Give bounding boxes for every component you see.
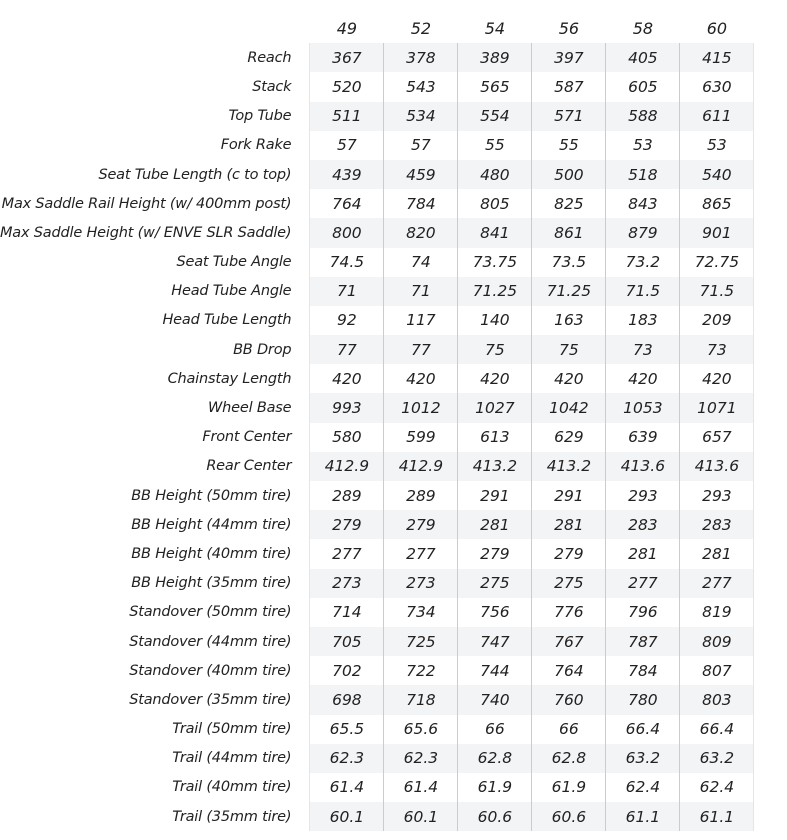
table-cell: 53: [680, 131, 754, 160]
table-cell: 599: [384, 423, 458, 452]
table-cell: 639: [606, 423, 680, 452]
table-cell: 420: [606, 364, 680, 393]
table-row: [0, 160, 754, 189]
table-cell: 72.75: [680, 248, 754, 277]
table-cell: 800: [310, 218, 384, 247]
table-row: [0, 248, 754, 277]
table-cell: 209: [680, 306, 754, 335]
table-cell: 66: [532, 715, 606, 744]
row-label: Trail (35mm tire): [172, 808, 292, 825]
table-cell: 784: [384, 189, 458, 218]
table-cell: 61.4: [310, 773, 384, 802]
table-cell: 378: [384, 43, 458, 72]
table-cell: 520: [310, 72, 384, 101]
table-cell: 702: [310, 656, 384, 685]
table-cell: 283: [606, 510, 680, 539]
table-cell: 281: [458, 510, 532, 539]
table-row: [0, 102, 754, 131]
table-cell: 62.8: [458, 744, 532, 773]
table-row: [0, 539, 754, 568]
table-cell: 277: [384, 539, 458, 568]
table-cell: 776: [532, 598, 606, 627]
table-cell: 787: [606, 627, 680, 656]
table-cell: 820: [384, 218, 458, 247]
table-cell: 289: [384, 481, 458, 510]
table-cell: 60.1: [384, 802, 458, 831]
table-cell: 796: [606, 598, 680, 627]
table-cell: 62.8: [532, 744, 606, 773]
table-row: [0, 715, 754, 744]
table-cell: 57: [384, 131, 458, 160]
table-cell: 74.5: [310, 248, 384, 277]
table-cell: 277: [680, 569, 754, 598]
table-cell: 291: [532, 481, 606, 510]
table-cell: 71: [310, 277, 384, 306]
table-cell: 611: [680, 102, 754, 131]
table-cell: 764: [310, 189, 384, 218]
table-cell: 75: [458, 335, 532, 364]
table-cell: 1053: [606, 393, 680, 422]
table-cell: 77: [384, 335, 458, 364]
table-cell: 420: [680, 364, 754, 393]
table-cell: 767: [532, 627, 606, 656]
row-label: Fork Rake: [220, 137, 292, 154]
table-cell: 764: [532, 656, 606, 685]
table-cell: 60.6: [532, 802, 606, 831]
table-row: [0, 773, 754, 802]
table-cell: 62.4: [680, 773, 754, 802]
table-cell: 784: [606, 656, 680, 685]
row-label: Reach: [247, 49, 292, 66]
table-cell: 420: [384, 364, 458, 393]
table-cell: 281: [532, 510, 606, 539]
table-cell: 62.4: [606, 773, 680, 802]
table-cell: 71.5: [680, 277, 754, 306]
table-cell: 66.4: [606, 715, 680, 744]
table-cell: 277: [606, 569, 680, 598]
table-cell: 367: [310, 43, 384, 72]
table-cell: 413.2: [532, 452, 606, 481]
row-label: BB Height (50mm tire): [131, 487, 292, 504]
table-cell: 807: [680, 656, 754, 685]
table-cell: 66: [458, 715, 532, 744]
row-label: BB Height (35mm tire): [131, 575, 292, 592]
row-label: Standover (40mm tire): [129, 662, 292, 679]
table-cell: 740: [458, 685, 532, 714]
table-cell: 534: [384, 102, 458, 131]
table-cell: 722: [384, 656, 458, 685]
table-cell: 279: [458, 539, 532, 568]
table-cell: 275: [532, 569, 606, 598]
table-cell: 279: [310, 510, 384, 539]
table-cell: 588: [606, 102, 680, 131]
table-row: [0, 481, 754, 510]
table-cell: 861: [532, 218, 606, 247]
table-cell: 281: [680, 539, 754, 568]
geometry-table: [0, 14, 754, 831]
table-cell: 63.2: [606, 744, 680, 773]
table-row: [0, 598, 754, 627]
table-row: [0, 72, 754, 101]
table-cell: 71: [384, 277, 458, 306]
table-cell: 71.25: [532, 277, 606, 306]
table-cell: 61.1: [606, 802, 680, 831]
table-cell: 183: [606, 306, 680, 335]
table-cell: 565: [458, 72, 532, 101]
table-cell: 62.3: [310, 744, 384, 773]
size-header-row: [0, 14, 754, 43]
table-row: [0, 189, 754, 218]
table-cell: 273: [310, 569, 384, 598]
table-cell: 825: [532, 189, 606, 218]
table-cell: 480: [458, 160, 532, 189]
row-label: Trail (50mm tire): [172, 721, 292, 738]
table-cell: 843: [606, 189, 680, 218]
table-row: [0, 393, 754, 422]
table-cell: 705: [310, 627, 384, 656]
table-cell: 293: [680, 481, 754, 510]
table-cell: 413.6: [680, 452, 754, 481]
row-label: Max Saddle Rail Height (w/ 400mm post): [1, 195, 292, 212]
row-label: Standover (35mm tire): [129, 691, 292, 708]
row-label: Seat Tube Angle: [176, 254, 292, 271]
table-row: [0, 802, 754, 831]
table-cell: 275: [458, 569, 532, 598]
size-header: 49: [336, 19, 358, 39]
row-label: Standover (44mm tire): [129, 633, 292, 650]
table-cell: 630: [680, 72, 754, 101]
table-cell: 1012: [384, 393, 458, 422]
row-label: BB Height (44mm tire): [131, 516, 292, 533]
table-cell: 65.6: [384, 715, 458, 744]
size-header: 58: [632, 19, 654, 39]
size-header: 60: [706, 19, 728, 39]
table-cell: 55: [458, 131, 532, 160]
table-cell: 405: [606, 43, 680, 72]
table-cell: 77: [310, 335, 384, 364]
table-cell: 62.3: [384, 744, 458, 773]
table-cell: 714: [310, 598, 384, 627]
table-row: [0, 627, 754, 656]
row-label: Wheel Base: [208, 400, 292, 417]
table-cell: 73: [680, 335, 754, 364]
table-cell: 819: [680, 598, 754, 627]
table-row: [0, 306, 754, 335]
table-cell: 75: [532, 335, 606, 364]
row-label: Front Center: [202, 429, 292, 446]
table-cell: 55: [532, 131, 606, 160]
table-cell: 71.5: [606, 277, 680, 306]
table-cell: 279: [532, 539, 606, 568]
table-cell: 61.9: [458, 773, 532, 802]
table-cell: 744: [458, 656, 532, 685]
table-cell: 1027: [458, 393, 532, 422]
table-cell: 747: [458, 627, 532, 656]
table-cell: 760: [532, 685, 606, 714]
row-label: Standover (50mm tire): [129, 604, 292, 621]
table-cell: 780: [606, 685, 680, 714]
table-row: [0, 569, 754, 598]
table-cell: 587: [532, 72, 606, 101]
table-cell: 291: [458, 481, 532, 510]
table-cell: 1042: [532, 393, 606, 422]
table-cell: 439: [310, 160, 384, 189]
table-cell: 613: [458, 423, 532, 452]
table-cell: 605: [606, 72, 680, 101]
row-label: Stack: [252, 78, 292, 95]
geometry-table-container: [0, 14, 754, 831]
row-label: Seat Tube Length (c to top): [98, 166, 292, 183]
size-header: 52: [410, 19, 432, 39]
table-cell: 803: [680, 685, 754, 714]
table-cell: 60.6: [458, 802, 532, 831]
table-cell: 289: [310, 481, 384, 510]
table-cell: 277: [310, 539, 384, 568]
row-label: Head Tube Angle: [171, 283, 292, 300]
table-cell: 734: [384, 598, 458, 627]
table-row: [0, 452, 754, 481]
table-row: [0, 43, 754, 72]
table-cell: 389: [458, 43, 532, 72]
table-cell: 412.9: [310, 452, 384, 481]
table-cell: 53: [606, 131, 680, 160]
table-cell: 412.9: [384, 452, 458, 481]
table-cell: 901: [680, 218, 754, 247]
table-cell: 756: [458, 598, 532, 627]
table-row: [0, 218, 754, 247]
table-cell: 571: [532, 102, 606, 131]
table-cell: 500: [532, 160, 606, 189]
table-cell: 279: [384, 510, 458, 539]
table-row: [0, 744, 754, 773]
row-label: Max Saddle Height (w/ ENVE SLR Saddle): [0, 224, 292, 241]
table-cell: 413.6: [606, 452, 680, 481]
table-cell: 629: [532, 423, 606, 452]
table-cell: 60.1: [310, 802, 384, 831]
table-cell: 74: [384, 248, 458, 277]
table-row: [0, 685, 754, 714]
table-cell: 71.25: [458, 277, 532, 306]
table-cell: 61.9: [532, 773, 606, 802]
table-cell: 554: [458, 102, 532, 131]
row-label: Trail (44mm tire): [172, 750, 292, 767]
row-label: BB Height (40mm tire): [131, 545, 292, 562]
table-cell: 283: [680, 510, 754, 539]
table-cell: 273: [384, 569, 458, 598]
row-label: Rear Center: [206, 458, 292, 475]
table-cell: 66.4: [680, 715, 754, 744]
table-row: [0, 423, 754, 452]
table-cell: 698: [310, 685, 384, 714]
row-label: Head Tube Length: [162, 312, 292, 329]
table-cell: 518: [606, 160, 680, 189]
table-cell: 281: [606, 539, 680, 568]
table-cell: 65.5: [310, 715, 384, 744]
row-label: BB Drop: [233, 341, 292, 358]
table-row: [0, 656, 754, 685]
table-row: [0, 364, 754, 393]
table-cell: 63.2: [680, 744, 754, 773]
table-cell: 420: [310, 364, 384, 393]
table-cell: 420: [532, 364, 606, 393]
table-cell: 293: [606, 481, 680, 510]
header-corner: [0, 14, 310, 43]
table-cell: 879: [606, 218, 680, 247]
geometry-table-body: [0, 43, 754, 831]
table-cell: 117: [384, 306, 458, 335]
table-cell: 140: [458, 306, 532, 335]
table-cell: 163: [532, 306, 606, 335]
table-cell: 57: [310, 131, 384, 160]
table-cell: 809: [680, 627, 754, 656]
table-row: [0, 277, 754, 306]
table-cell: 718: [384, 685, 458, 714]
row-label: Top Tube: [228, 108, 292, 125]
table-row: [0, 335, 754, 364]
table-cell: 459: [384, 160, 458, 189]
table-row: [0, 131, 754, 160]
table-cell: 511: [310, 102, 384, 131]
table-cell: 413.2: [458, 452, 532, 481]
table-cell: 725: [384, 627, 458, 656]
size-header: 54: [484, 19, 506, 39]
table-cell: 397: [532, 43, 606, 72]
table-cell: 865: [680, 189, 754, 218]
table-cell: 92: [310, 306, 384, 335]
table-cell: 61.1: [680, 802, 754, 831]
table-cell: 73.2: [606, 248, 680, 277]
table-cell: 540: [680, 160, 754, 189]
row-label: Trail (40mm tire): [172, 779, 292, 796]
table-cell: 805: [458, 189, 532, 218]
table-cell: 1071: [680, 393, 754, 422]
table-cell: 543: [384, 72, 458, 101]
row-label: Chainstay Length: [167, 370, 292, 387]
table-cell: 580: [310, 423, 384, 452]
size-header: 56: [558, 19, 580, 39]
table-row: [0, 510, 754, 539]
table-cell: 657: [680, 423, 754, 452]
table-cell: 420: [458, 364, 532, 393]
table-cell: 61.4: [384, 773, 458, 802]
table-cell: 73.5: [532, 248, 606, 277]
table-cell: 73.75: [458, 248, 532, 277]
table-cell: 73: [606, 335, 680, 364]
table-cell: 993: [310, 393, 384, 422]
table-cell: 415: [680, 43, 754, 72]
table-cell: 841: [458, 218, 532, 247]
